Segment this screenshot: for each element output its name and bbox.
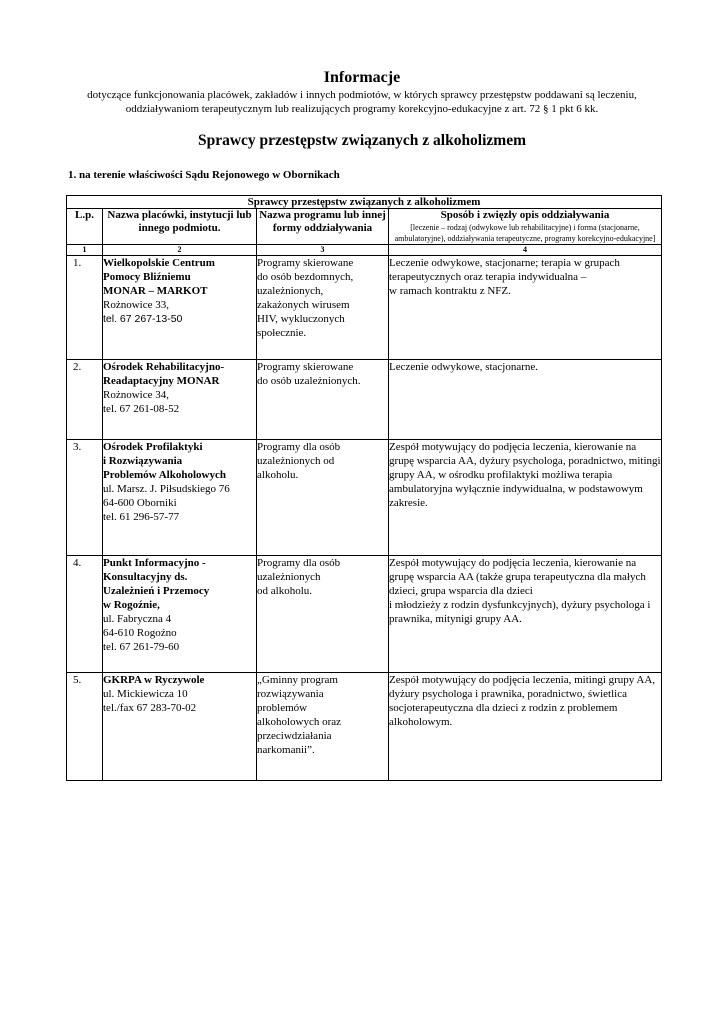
institution-address: Rożnowice 33, xyxy=(103,299,169,311)
table-row xyxy=(67,256,662,360)
column-header-program: Nazwa programu lub innej formy oddziaływania xyxy=(257,209,389,245)
institution-name: Punkt Informacyjno - Konsultacyjny ds. Uzależnień i Przemocy w Rogoźnie, xyxy=(103,557,210,611)
row-lp: 1. xyxy=(67,256,103,360)
row-program: Programy dla osób uzależnionych od alkoholu. xyxy=(257,556,389,673)
court-section-label: 1. na terenie właściwości Sądu Rejonowego w Obornikach xyxy=(68,169,340,181)
institution-name: Ośrodek Rehabilitacyjno- Readaptacyjny MONAR xyxy=(103,361,225,387)
column-header-description: Sposób i zwięzły opis oddziaływania [leczenie – rodzaj (odwykowe lub rehabilitacyjne) i forma (stacjonarne, ambulatoryjne), oddziaływania terapeutyczne, programy korekcyjno-edukacyjne] xyxy=(389,209,662,245)
institution-address: Rożnowice 34, tel. 67 261-08-52 xyxy=(103,389,180,415)
table-row xyxy=(67,440,662,556)
row-institution xyxy=(103,360,257,440)
row-lp: 4. xyxy=(67,556,103,673)
column-header-description-note: [leczenie – rodzaj (odwykowe lub rehabilitacyjne) i forma (stacjonarne, ambulatoryjne), oddziaływania terapeutyczne, programy korekcyjno-edukacyjne] xyxy=(394,223,656,243)
row-institution xyxy=(103,440,257,556)
row-description: Zespół motywujący do podjęcia leczenia, kierowanie na grupę wsparcia AA, dyżury psychologa, poradnictwo, mitingi grupy AA, w ośrodku profilaktyki możliwa terapia ambulatoryjna wyłącznie indywidualna, w podstawowym zakresie. xyxy=(389,440,662,556)
row-program: „Gminny program rozwiązywania problemów alkoholowych oraz przeciwdziałania narkomanii”. xyxy=(257,673,389,781)
institution-address: ul. Fabryczna 4 64-610 Rogoźno tel. 67 261-79-60 xyxy=(103,613,180,653)
section-heading: Sprawcy przestępstw związanych z alkoholizmem xyxy=(197,132,527,149)
institution-name: Wielkopolskie Centrum Pomocy Bliźniemu MONAR – MARKOT xyxy=(103,257,215,297)
table-row xyxy=(67,673,662,781)
row-description: Zespół motywujący do podjęcia leczenia, kierowanie na grupę wsparcia AA (także grupa terapeutyczna dla małych dzieci, grupa wsparcia dla dzieci i młodzieży z rodzin dysfunkcyjnych), dyżury psychologa i prawnika, mitynigi grupy AA. xyxy=(389,556,662,673)
column-number: 4 xyxy=(389,245,662,256)
row-institution xyxy=(103,256,257,360)
row-program: Programy skierowane do osób bezdomnych, uzależnionych, zakażonych wirusem HIV, wykluczonych społecznie. xyxy=(257,256,389,360)
row-description: Leczenie odwykowe, stacjonarne; terapia w grupach terapeutycznych oraz terapia indywidualna – w ramach kontraktu z NFZ. xyxy=(389,256,662,360)
column-number: 3 xyxy=(257,245,389,256)
row-program: Programy dla osób uzależnionych od alkoholu. xyxy=(257,440,389,556)
institutions-table xyxy=(66,195,662,781)
table-header-row xyxy=(67,209,662,245)
table-row xyxy=(67,556,662,673)
document-title: Informacje xyxy=(323,69,401,86)
institution-name: GKRPA w Ryczywole xyxy=(103,674,205,686)
row-lp: 5. xyxy=(67,673,103,781)
row-institution xyxy=(103,673,257,781)
row-lp: 3. xyxy=(67,440,103,556)
column-header-lp: L.p. xyxy=(67,209,103,245)
column-number: 1 xyxy=(67,245,103,256)
document-subtitle: dotyczące funkcjonowania placówek, zakładów i innych podmiotów, w których sprawcy przestępstw poddawani są leczeniu, oddziaływaniom terapeutycznym lub realizujących programy korekcyjno-edukacyjne z art. 72 § 1 pkt 6 kk. xyxy=(87,89,637,115)
institution-name: Ośrodek Profilaktyki i Rozwiązywania Problemów Alkoholowych xyxy=(103,441,226,481)
institution-address: ul. Mickiewicza 10 tel./fax 67 283-70-02 xyxy=(103,688,197,714)
row-description: Leczenie odwykowe, stacjonarne. xyxy=(389,360,662,440)
row-program: Programy skierowane do osób uzależnionych. xyxy=(257,360,389,440)
institution-address: ul. Marsz. J. Piłsudskiego 76 64-600 Oborniki tel. 61 296-57-77 xyxy=(103,483,230,523)
column-numbers-row xyxy=(67,245,662,256)
table-row xyxy=(67,360,662,440)
row-description: Zespół motywujący do podjęcia leczenia, mitingi grupy AA, dyżury psychologa i prawnika, poradnictwo, świetlica socjoterapeutyczna dla dzieci z rodzin z problemem alkoholowym. xyxy=(389,673,662,781)
column-number: 2 xyxy=(103,245,257,256)
row-lp: 2. xyxy=(67,360,103,440)
column-header-institution: Nazwa placówki, instytucji lub innego podmiotu. xyxy=(103,209,257,245)
row-institution xyxy=(103,556,257,673)
institution-phone: tel. 67 267-13-50 xyxy=(103,313,183,325)
table-caption: Sprawcy przestępstw związanych z alkoholizmem xyxy=(67,196,662,209)
